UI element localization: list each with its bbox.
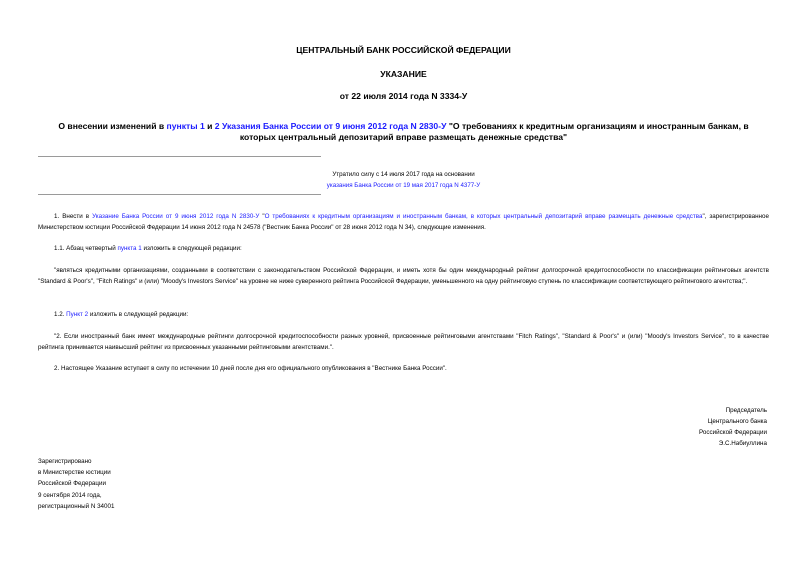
p11-text-a: 1.1. Абзац четвертый bbox=[54, 245, 118, 252]
divider-bottom bbox=[38, 194, 321, 195]
registration-line-2: в Министерстве юстиции bbox=[38, 469, 111, 477]
paragraph-2: 2. Настоящее Указание вступает в силу по истечении 10 дней после дня его официального опубликования в "Вестнике Банка России". bbox=[54, 365, 447, 372]
registration-line-4: 9 сентября 2014 года, bbox=[38, 491, 102, 499]
p12-text-a: 1.2. bbox=[54, 311, 67, 318]
registration-block bbox=[38, 456, 114, 512]
issuer-heading: ЦЕНТРАЛЬНЫЙ БАНК РОССИЙСКОЙ ФЕДЕРАЦИИ bbox=[296, 45, 511, 55]
title-text-2: и bbox=[204, 121, 215, 131]
signature-name: Э.С.Набиуллина bbox=[718, 440, 767, 448]
paragraph-1-1 bbox=[54, 244, 769, 255]
repeal-link[interactable]: указания Банка России от 19 мая 2017 года N 4377-У bbox=[326, 181, 481, 189]
p12-text-b: изложить в следующей редакции: bbox=[88, 311, 189, 318]
repeal-line: Утратило силу с 14 июля 2017 года на основании bbox=[332, 171, 475, 178]
p1-link-decree-title[interactable]: О требованиях к кредитным организациям и иностранным банкам, в которых центральный депозитарий вправе размещать денежные средства bbox=[264, 213, 703, 220]
document-date-number: от 22 июля 2014 года N 3334-У bbox=[339, 91, 468, 101]
title-text-1: О внесении изменений в bbox=[58, 121, 167, 131]
p1-link-decree[interactable]: Указание Банка России от 9 июня 2012 года N 2830-У bbox=[92, 213, 260, 220]
signature-line-1: Председатель bbox=[725, 407, 767, 414]
title-text-3: "О требованиях к кредитным организациям и иностранным банкам, в которых центральный депозитарий вправе размещать денежные средства" bbox=[239, 121, 749, 142]
registration-line-3: Российской Федерации bbox=[38, 480, 106, 488]
signature-line-2: Центрального банка bbox=[707, 418, 767, 426]
paragraph-1 bbox=[38, 212, 769, 233]
title-link-decree-2830[interactable]: 2 Указания Банка России от 9 июня 2012 года N 2830-У bbox=[214, 121, 447, 131]
repeal-note bbox=[0, 170, 807, 192]
p1-text-c: ", зарегистрированное Министерством юстиции Российской Федерации 14 июня 2012 года N 24578 ("Вестник Банка России" от 28 июня 2012 года N 34), следующие изменения. bbox=[38, 213, 769, 231]
registration-line-1: Зарегистрировано bbox=[38, 458, 92, 465]
p11-link-paragraph-1[interactable]: пункта 1 bbox=[117, 245, 142, 252]
document-type: УКАЗАНИЕ bbox=[380, 69, 427, 79]
quote-2: "2. Если иностранный банк имеет международные рейтинги долгосрочной кредитоспособности разных уровней, присвоенные рейтинговыми агентствами "Fitch Ratings", "Standard & Poor's" и (или) "Moody's Investors Service", то в качестве рейтинга принимается наивысший рейтинг из присвоенных указанными рейтинговыми агентствами.". bbox=[38, 333, 769, 351]
signature-block bbox=[699, 405, 767, 449]
p12-link-paragraph-2[interactable]: Пункт 2 bbox=[66, 311, 89, 318]
document-title bbox=[40, 121, 767, 142]
divider-top bbox=[38, 156, 321, 157]
signature-line-3: Российской Федерации bbox=[699, 429, 767, 437]
paragraph-1-2 bbox=[54, 310, 769, 321]
p11-text-b: изложить в следующей редакции: bbox=[141, 245, 242, 252]
p1-text-a: 1. Внести в bbox=[54, 213, 93, 220]
p1-text-b: " bbox=[259, 213, 265, 220]
title-link-paragraph-1[interactable]: пункты 1 bbox=[166, 121, 205, 131]
quote-1: "являться кредитными организациями, созданными в соответствии с законодательством Российской Федерации, и иметь хотя бы один международный рейтинг долгосрочной кредитоспособности по классификации рейтинговых агентств "Standard & Poor's", "Fitch Ratings" и (или) "Moody's Investors Service" на уровне не ниже суверенного рейтинга Российской Федерации, уменьшенного на одну рейтинговую ступень по классификации соответствующего рейтингового агентства;". bbox=[38, 267, 769, 285]
registration-number: регистрационный N 34001 bbox=[38, 502, 115, 510]
